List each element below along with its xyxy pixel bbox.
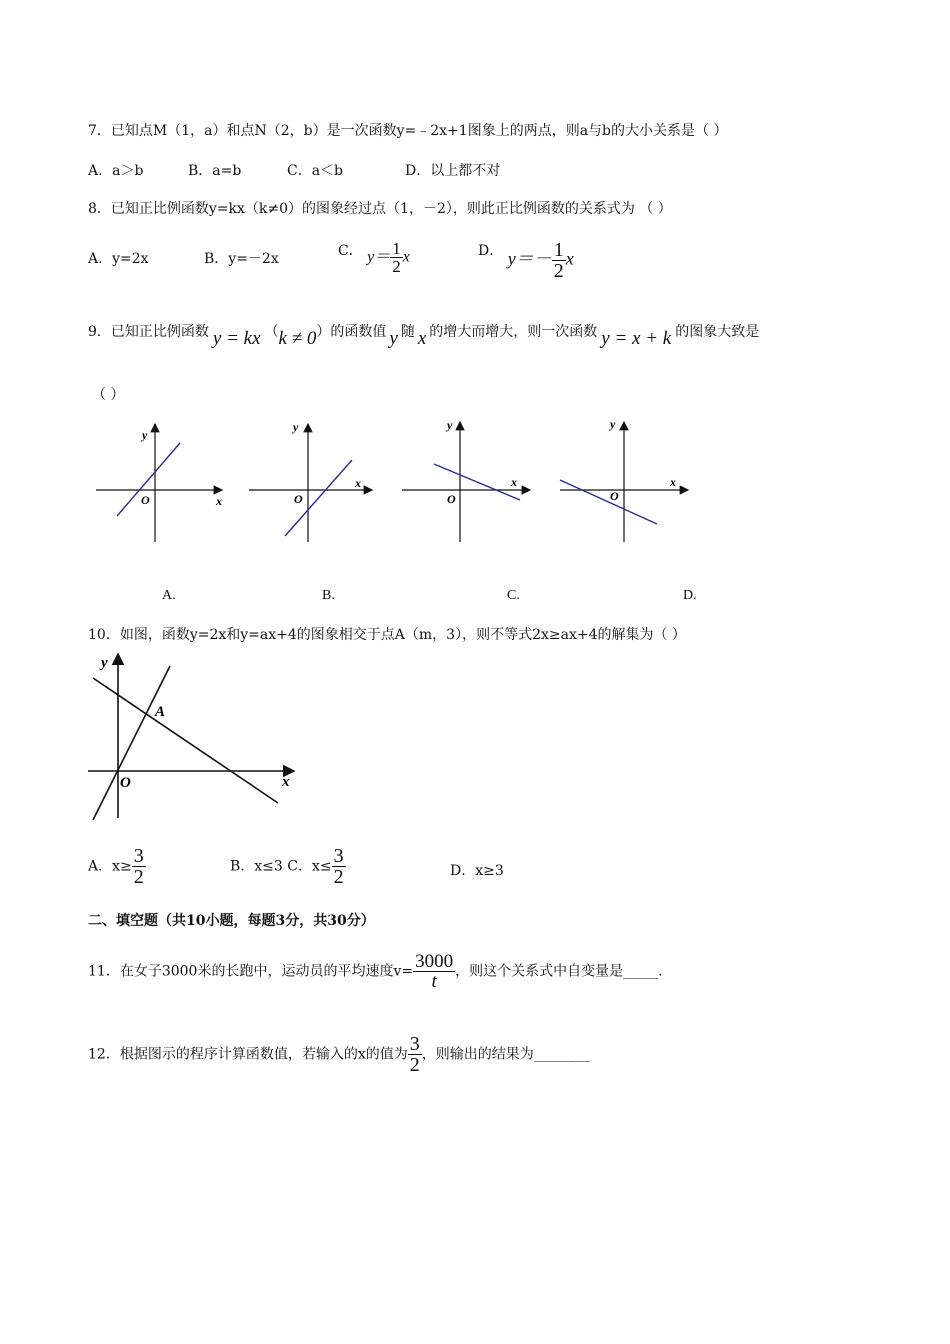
q9-text-1: 9．已知正比例函数 [88,324,209,340]
q10-origin: O [120,775,131,791]
q12 [88,1034,590,1075]
graph-c-origin: O [447,492,456,506]
q7-stem: 7．已知点M（1，a）和点N（2，b）是一次函数y=﹣2x+1图象上的两点，则a与b的大小关系是（ ） [88,123,728,139]
q11-fraction [413,952,455,991]
q9-label-c: C. [507,588,520,603]
graph-b-y-label: y [293,420,299,434]
q8-option-b: B．y=－2x [204,251,279,267]
fraction-denominator: 2 [409,1054,420,1076]
q9-text-5: 的图象大致是 [675,324,760,340]
fraction-numerator: 1 [392,239,401,258]
fraction-denominator: 2 [553,260,564,282]
graph-c-y-label: y [447,418,453,432]
q8-option-c-label: C． [338,243,363,259]
q9-graph-c [402,418,530,542]
q9-graph-d [560,417,688,542]
q9-graph-a [96,424,222,542]
fraction-numerator: 1 [553,239,564,261]
q9-label-b: B. [322,588,335,603]
q9-condition: k ≠ 0 [278,328,317,349]
q8-option-d-lhs: y＝－ [507,248,552,269]
graph-b-origin: O [294,492,303,506]
q9-eq-linear: y = x + k [601,328,672,349]
q10-graph [88,648,308,823]
q10-stem: 10．如图，函数y=2x和y=ax+4的图象相交于点A（m，3），则不等式2x≥ax+4的解集为（ ） [88,627,686,643]
fraction-numerator: 3000 [415,951,454,972]
q10-option-bc-text: B．x≤3 C．x≤ [230,858,332,875]
q10-option-d: D．x≥3 [450,863,504,879]
q9-text-4: 的增大而增大，则一次函数 [429,324,598,340]
graph-d-origin: O [610,489,619,503]
q10-option-a-fraction [132,846,146,887]
q9-graph-b [249,420,372,542]
q11 [88,952,663,991]
graph-d-y-label: y [610,417,616,431]
q8-option-d-var: x [565,248,574,269]
q8-option-c-var: x [402,248,410,266]
q10-x-label: x [282,774,290,790]
q10-option-c-fraction [332,846,346,887]
q12-text-before: 12．根据图示的程序计算函数值，若输入的x的值为 [88,1046,408,1063]
q9-paren-close: ） [316,324,331,340]
q7-option-d: D．以上都不对 [405,163,501,179]
q12-text-after: ，则输出的结果为________ [421,1046,590,1063]
q11-text-before: 11．在女子3000米的长跑中，运动员的平均速度v= [88,963,414,980]
q10-point-a: A [155,704,166,720]
graph-a-y-label: y [142,428,148,442]
q8-option-d-label: D． [478,243,504,259]
fraction-numerator: 3 [409,1033,420,1055]
q8-option-c [338,240,410,275]
q9-stem [88,320,760,349]
q7-option-a: A．a＞b [88,163,144,179]
q9-text-3: 随 [400,324,415,340]
q9-paren-open: （ [264,324,279,340]
q12-fraction [408,1034,422,1075]
graph-a-x-label: x [216,494,222,508]
q10-y-label: y [101,655,108,671]
q8-option-a: A．y=2x [88,251,149,267]
q9-answer-blank: （ ） [92,387,125,403]
q8-stem: 8．已知正比例函数y=kx（k≠0）的图象经过点（1，－2），则此正比例函数的关系式为 （ ） [88,201,672,217]
section-2-heading: 二、填空题（共10小题，每题3分，共30分） [88,913,375,929]
graph-c-x-label: x [511,475,517,489]
fraction-denominator: 2 [333,866,344,888]
graph-d-x-label: x [670,475,676,489]
q8-option-d-fraction [552,240,566,281]
q10-option-a [88,846,146,887]
q7-option-b: B．a=b [188,163,242,179]
q9-graphs [0,410,950,590]
q9-label-d: D. [683,588,697,603]
fraction-denominator: t [431,971,437,992]
q9-label-a: A. [162,588,176,603]
q7-option-c: C．a＜b [287,163,344,179]
q8-option-d [478,240,574,281]
q9-var-x: x [417,328,427,349]
q9-eq-proportional: y = kx [212,328,261,349]
q10-option-a-label: A．x≥ [88,858,132,875]
fraction-denominator: 2 [392,257,401,276]
q10-option-bc [230,846,346,887]
fraction-numerator: 3 [133,845,144,867]
graph-a-origin: O [141,493,150,507]
q9-text-2: 的函数值 [330,324,387,340]
q8-option-c-lhs: y＝ [367,248,391,266]
fraction-denominator: 2 [133,866,144,888]
q8-option-c-fraction [390,240,403,275]
q11-text-after: ，则这个关系式中自变量是_____. [455,963,663,980]
fraction-numerator: 3 [333,845,344,867]
graph-b-x-label: x [355,476,361,490]
q9-var-y: y [389,328,398,349]
